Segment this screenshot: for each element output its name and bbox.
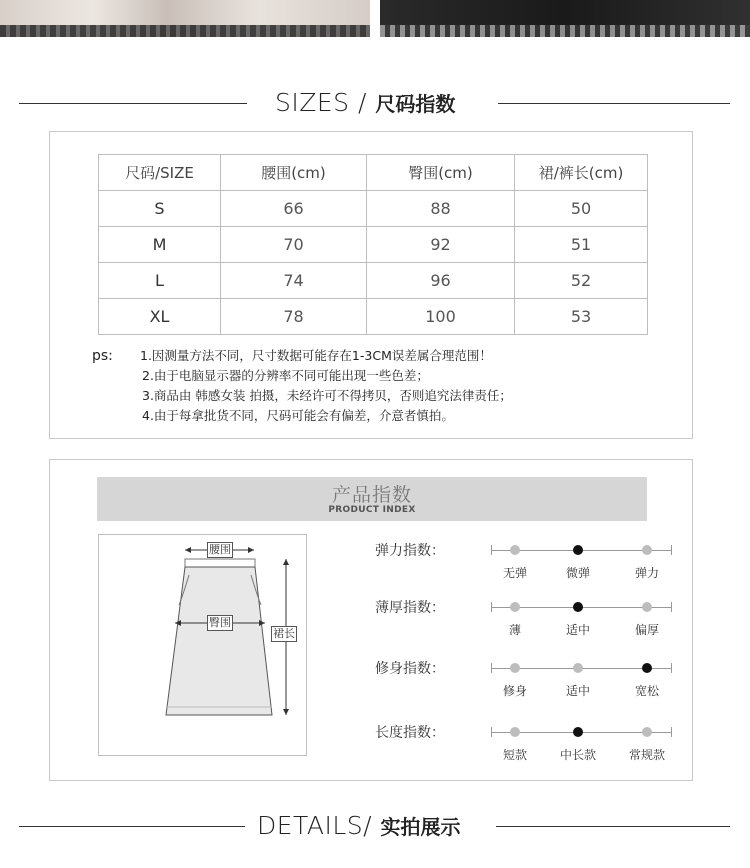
size-table: [98, 154, 648, 335]
index-dot: [642, 602, 652, 612]
index-dot-selected: [573, 602, 583, 612]
index-scale-endcap: [491, 602, 492, 612]
note-item: 1.因测量方法不同，尺寸数据可能存在1-3CM误差属合理范围！: [140, 348, 492, 363]
index-dot: [510, 727, 520, 737]
index-row: [50, 658, 694, 698]
table-cell: 50: [515, 191, 648, 227]
sizes-heading: [0, 83, 750, 123]
index-option-label: 宽松: [634, 684, 660, 698]
column-header: 腰围(cm): [221, 155, 367, 191]
index-scale-endcap: [491, 663, 492, 673]
table-cell: 51: [515, 227, 648, 263]
index-scale-endcap: [491, 545, 492, 555]
table-cell: 70: [221, 227, 367, 263]
index-dot-selected: [573, 545, 583, 555]
product-index-title: 产品指数: [331, 484, 412, 506]
sizes-heading-text: [275, 83, 455, 123]
table-cell: 92: [367, 227, 515, 263]
index-option-label: 偏厚: [634, 623, 660, 637]
sizes-heading-cn: 尺码指数: [375, 92, 456, 116]
table-cell: 88: [367, 191, 515, 227]
index-row-label: 薄厚指数：: [375, 600, 445, 616]
index-option-label: 适中: [565, 684, 591, 698]
index-row-label: 长度指数：: [375, 725, 445, 741]
index-dot: [510, 602, 520, 612]
table-header-row: [99, 155, 648, 191]
index-option-label: 微弹: [565, 566, 591, 580]
index-dot: [510, 545, 520, 555]
product-photo-right: [380, 0, 750, 37]
heading-rule-right: [498, 103, 730, 104]
waist-label: 腰围: [209, 543, 231, 556]
product-index-subtitle: PRODUCT INDEX: [328, 505, 416, 515]
table-cell: 100: [367, 299, 515, 335]
table-cell: 96: [367, 263, 515, 299]
index-scale-endcap: [671, 663, 672, 673]
hip-label: 臀围: [209, 616, 231, 629]
table-row: [99, 263, 648, 299]
table-row: [99, 299, 648, 335]
index-option-label: 修身: [502, 684, 528, 698]
index-option-label: 适中: [565, 623, 591, 637]
column-header: 臀围(cm): [367, 155, 515, 191]
sizes-heading-en: SIZES: [275, 88, 350, 117]
index-scale-endcap: [671, 545, 672, 555]
table-cell: 74: [221, 263, 367, 299]
index-dot-selected: [642, 663, 652, 673]
index-dot: [573, 663, 583, 673]
details-heading-en: DETAILS: [257, 811, 364, 840]
index-row: [50, 722, 694, 762]
index-row-label: 弹力指数：: [375, 543, 445, 559]
details-heading: [0, 806, 750, 846]
index-dot-selected: [573, 727, 583, 737]
index-option-label: 短款: [502, 748, 528, 762]
table-cell: 66: [221, 191, 367, 227]
size-cell: L: [99, 263, 221, 299]
product-index-header: [97, 477, 647, 521]
size-cell: XL: [99, 299, 221, 335]
index-scale-endcap: [671, 602, 672, 612]
details-heading-sep: /: [363, 811, 381, 840]
length-label: 裙长: [273, 627, 295, 640]
index-option-label: 中长款: [559, 748, 597, 762]
heading-rule-left: [19, 103, 247, 104]
index-option-label: 薄: [508, 623, 522, 637]
heading-rule-left: [19, 826, 245, 827]
index-dot: [510, 663, 520, 673]
size-chart-box: [49, 131, 693, 439]
index-option-label: 无弹: [502, 566, 528, 580]
table-cell: 52: [515, 263, 648, 299]
note-item: 4.由于每拿批货不同，尺码可能会有偏差，介意者慎拍。: [142, 408, 454, 423]
index-row-label: 修身指数：: [375, 661, 445, 677]
table-row: [99, 227, 648, 263]
index-row: [50, 597, 694, 637]
index-option-label: 常规款: [628, 748, 666, 762]
table-cell: 53: [515, 299, 648, 335]
column-header: 尺码/SIZE: [99, 155, 221, 191]
note-item: 3.商品由 韩感女装 拍摄，未经许可不得拷贝，否则追究法律责任；: [142, 388, 512, 403]
details-heading-text: [257, 806, 461, 846]
lace-hem: [380, 25, 750, 37]
notes-list: [140, 346, 620, 426]
lace-hem: [0, 25, 370, 37]
index-dot: [642, 727, 652, 737]
sizes-heading-sep: /: [349, 88, 376, 117]
notes-prefix: ps:: [92, 348, 113, 364]
size-cell: M: [99, 227, 221, 263]
index-scale-endcap: [491, 727, 492, 737]
column-header: 裙/裤长(cm): [515, 155, 648, 191]
size-cell: S: [99, 191, 221, 227]
details-heading-cn: 实拍展示: [380, 815, 461, 839]
product-index-box: [49, 459, 693, 781]
index-option-label: 弹力: [634, 566, 660, 580]
heading-rule-right: [496, 826, 730, 827]
note-item: 2.由于电脑显示器的分辨率不同可能出现一些色差；: [142, 368, 429, 383]
table-cell: 78: [221, 299, 367, 335]
product-photo-left: [0, 0, 370, 37]
index-dot: [642, 545, 652, 555]
index-row: [50, 540, 694, 580]
table-row: [99, 191, 648, 227]
index-scale-endcap: [671, 727, 672, 737]
